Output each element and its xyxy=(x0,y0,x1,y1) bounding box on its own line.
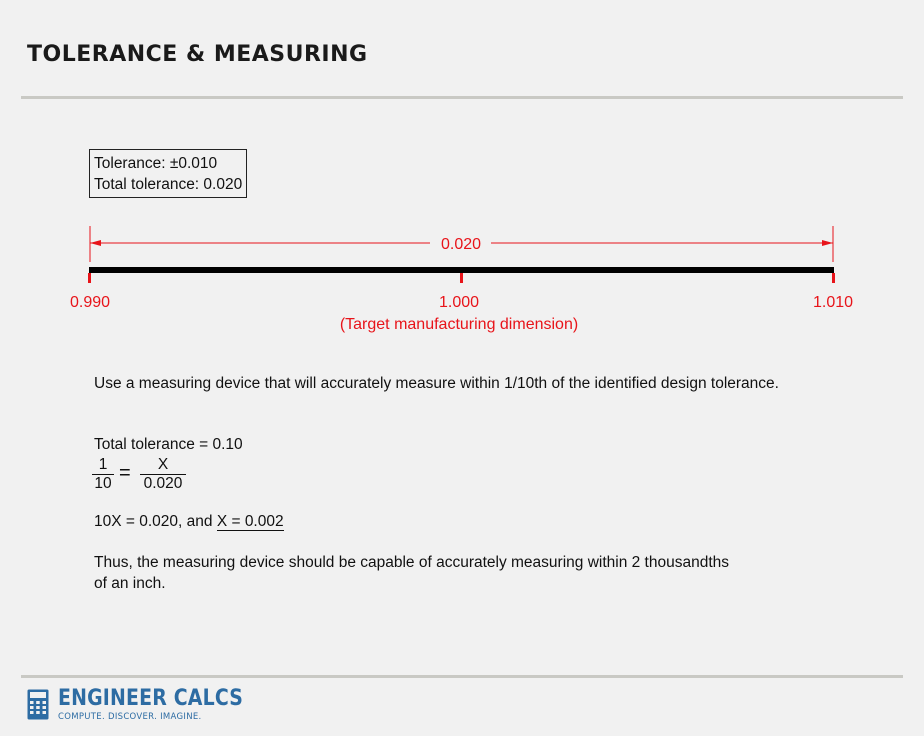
right-tick xyxy=(832,273,835,283)
dimension-arrow-left xyxy=(90,240,101,246)
left-value-label: 0.990 xyxy=(69,294,111,311)
conclusion-text: Thus, the measuring device should be capable of accurately measuring within 2 thousandths of an inch. xyxy=(94,554,730,592)
solution-result: X = 0.002 xyxy=(216,513,284,530)
tolerance-diagram xyxy=(0,0,924,340)
page-title: TOLERANCE & MEASURING xyxy=(27,42,368,67)
fraction-numerator: X xyxy=(157,456,169,473)
center-tick xyxy=(460,273,463,283)
span-label: 0.020 xyxy=(440,236,482,253)
tolerance-line: Tolerance: ±0.010 xyxy=(94,155,218,172)
intro-text: Use a measuring device that will accurately measure within 1/10th of the identified design tolerance. xyxy=(94,375,779,392)
right-value-label: 1.010 xyxy=(812,294,854,311)
footer-divider xyxy=(21,675,903,678)
fraction-one-tenth xyxy=(92,456,114,493)
fraction-denominator: 10 xyxy=(94,475,112,492)
total-tolerance-text: Total tolerance = 0.10 xyxy=(94,436,243,453)
fraction-x-over-tolerance xyxy=(140,456,186,493)
left-tick xyxy=(88,273,91,283)
equals-sign: = xyxy=(119,462,131,484)
solution-text xyxy=(94,511,814,532)
dimension-arrow-right xyxy=(822,240,833,246)
total-tolerance-line: Total tolerance: 0.020 xyxy=(94,176,243,193)
brand-tagline: COMPUTE. DISCOVER. IMAGINE. xyxy=(58,712,202,722)
fraction-numerator: 1 xyxy=(98,456,108,473)
dimension-bar xyxy=(89,267,834,273)
brand-name: ENGINEER CALCS xyxy=(58,686,244,711)
solution-prefix: 10X = 0.020, and xyxy=(94,513,217,530)
fraction-denominator: 0.020 xyxy=(143,475,183,492)
target-label: (Target manufacturing dimension) xyxy=(339,316,579,333)
calculator-icon xyxy=(27,689,49,720)
center-value-label: 1.000 xyxy=(438,294,480,311)
